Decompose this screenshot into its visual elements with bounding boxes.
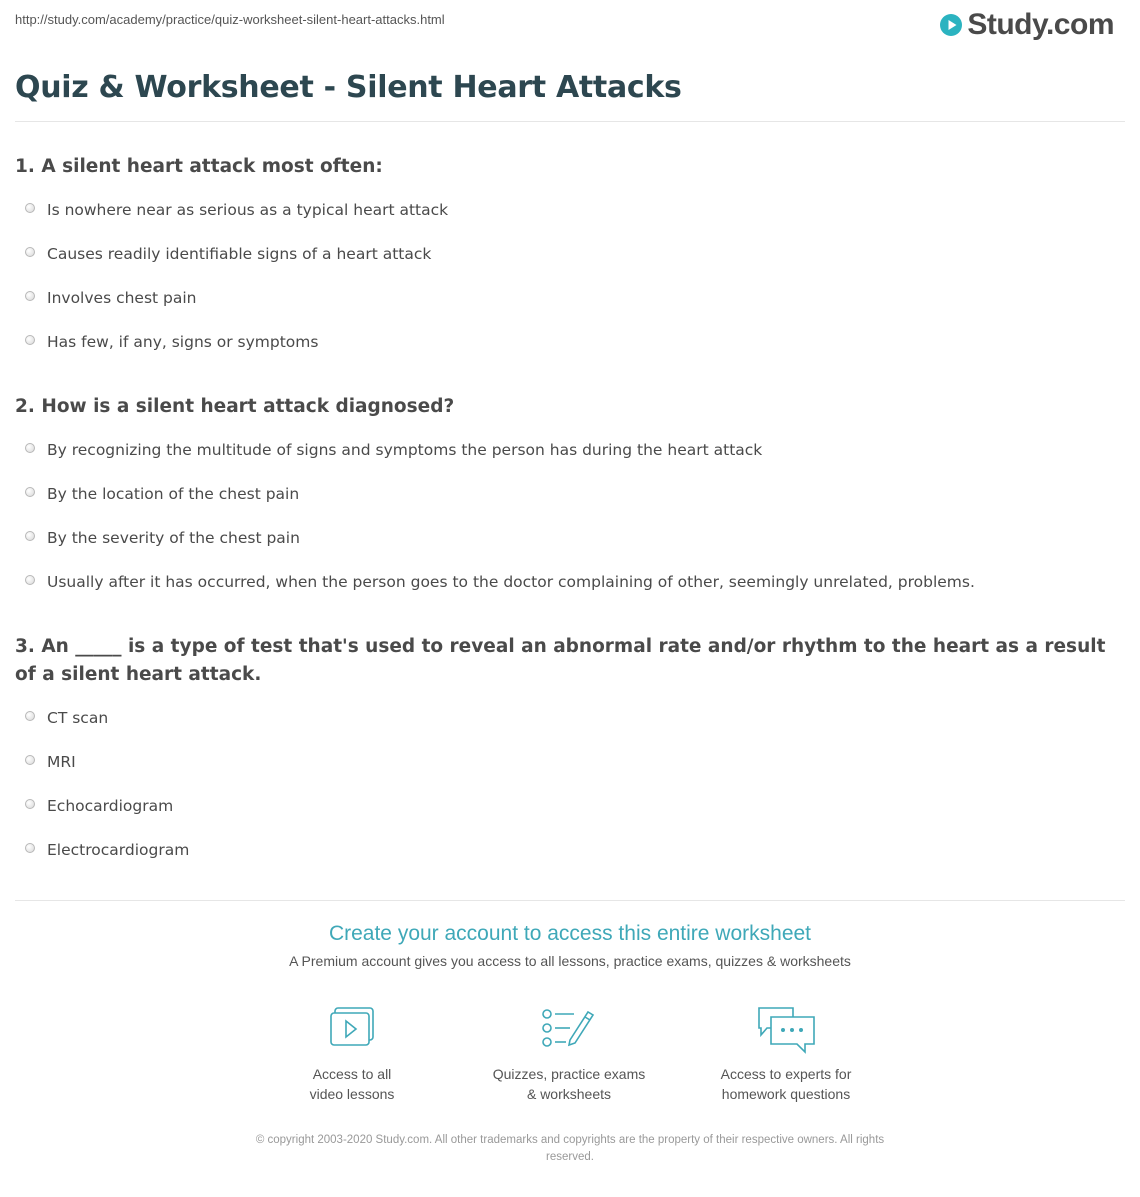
feature-label-line: video lessons — [309, 1086, 395, 1102]
feature-quizzes — [469, 1004, 669, 1104]
question-2 — [15, 393, 1115, 604]
radio-button[interactable] — [25, 443, 35, 453]
radio-button[interactable] — [25, 335, 35, 345]
answer-option[interactable] — [15, 740, 1115, 784]
radio-button[interactable] — [25, 755, 35, 765]
answer-label: CT scan — [47, 709, 109, 727]
answer-option[interactable] — [15, 276, 1115, 320]
copyright-line: © copyright 2003-2020 Study.com. All other trademarks and copyrights are the property of their respective owners. All rights — [255, 1134, 885, 1146]
question-text: 2. How is a silent heart attack diagnosed? — [15, 396, 455, 417]
answer-label: By recognizing the multitude of signs and symptoms the person has during the heart attack — [47, 441, 763, 459]
question-text: 3. An _____ is a type of test that's used to reveal an abnormal rate and/or rhythm to the heart as a result of a silent heart attack. — [15, 636, 1106, 685]
answer-option[interactable] — [15, 428, 1115, 472]
radio-button[interactable] — [25, 203, 35, 213]
question-1 — [15, 153, 1115, 364]
answer-list — [15, 428, 1115, 604]
answer-label: Involves chest pain — [47, 289, 197, 307]
radio-button[interactable] — [25, 531, 35, 541]
answer-option[interactable] — [15, 516, 1115, 560]
play-circle-icon — [939, 13, 963, 37]
radio-button[interactable] — [25, 843, 35, 853]
feature-video-lessons — [252, 1004, 452, 1104]
quiz-checklist-icon — [536, 1004, 602, 1056]
radio-button[interactable] — [25, 291, 35, 301]
feature-label — [469, 1064, 669, 1104]
answer-option[interactable] — [15, 560, 1115, 604]
cta-title-link[interactable]: Create your account to access this entire worksheet — [328, 922, 812, 945]
answer-label: By the location of the chest pain — [47, 485, 300, 503]
radio-button[interactable] — [25, 487, 35, 497]
feature-label-line: Access to all — [312, 1066, 392, 1082]
feature-label — [252, 1064, 452, 1104]
answer-option[interactable] — [15, 320, 1115, 364]
cta-subtitle: A Premium account gives you access to all lessons, practice exams, quizzes & worksheets — [289, 953, 851, 969]
question-3 — [15, 633, 1115, 872]
answer-label: Echocardiogram — [47, 797, 174, 815]
answer-label: Is nowhere near as serious as a typical heart attack — [47, 201, 449, 219]
feature-label — [686, 1064, 886, 1104]
feature-experts — [686, 1004, 886, 1104]
feature-label-line: Access to experts for — [720, 1066, 852, 1082]
feature-label-line: Quizzes, practice exams — [492, 1066, 646, 1082]
answer-option[interactable] — [15, 472, 1115, 516]
logo-text: Study.com — [967, 8, 1114, 41]
answer-label: By the severity of the chest pain — [47, 529, 300, 547]
copyright-footer — [210, 1132, 930, 1166]
page-title: Quiz & Worksheet - Silent Heart Attacks — [15, 70, 682, 105]
feature-label-line: homework questions — [721, 1086, 851, 1102]
radio-button[interactable] — [25, 799, 35, 809]
title-divider — [15, 121, 1125, 122]
answer-option[interactable] — [15, 828, 1115, 872]
answer-label: Has few, if any, signs or symptoms — [47, 333, 319, 351]
premium-features — [0, 1004, 1140, 1114]
answer-label: MRI — [47, 753, 76, 771]
top-bar — [0, 0, 1140, 52]
radio-button[interactable] — [25, 247, 35, 257]
signup-cta — [0, 922, 1140, 969]
answer-option[interactable] — [15, 784, 1115, 828]
page-url[interactable]: http://study.com/academy/practice/quiz-worksheet-silent-heart-attacks.html — [15, 12, 445, 27]
question-text: 1. A silent heart attack most often: — [15, 156, 383, 177]
radio-button[interactable] — [25, 575, 35, 585]
video-lessons-icon — [319, 1004, 385, 1056]
copyright-line: reserved. — [546, 1151, 594, 1163]
answer-option[interactable] — [15, 696, 1115, 740]
answer-label: Electrocardiogram — [47, 841, 190, 859]
radio-button[interactable] — [25, 711, 35, 721]
answer-option[interactable] — [15, 188, 1115, 232]
answer-option[interactable] — [15, 232, 1115, 276]
answer-list — [15, 696, 1115, 872]
answer-label: Causes readily identifiable signs of a heart attack — [47, 245, 432, 263]
cta-divider — [15, 900, 1125, 901]
answer-list — [15, 188, 1115, 364]
feature-label-line: & worksheets — [526, 1086, 612, 1102]
study-logo[interactable] — [939, 8, 1114, 42]
chat-bubbles-icon — [753, 1004, 819, 1056]
answer-label: Usually after it has occurred, when the person goes to the doctor complaining of other, seemingly unrelated, problems. — [47, 573, 975, 591]
